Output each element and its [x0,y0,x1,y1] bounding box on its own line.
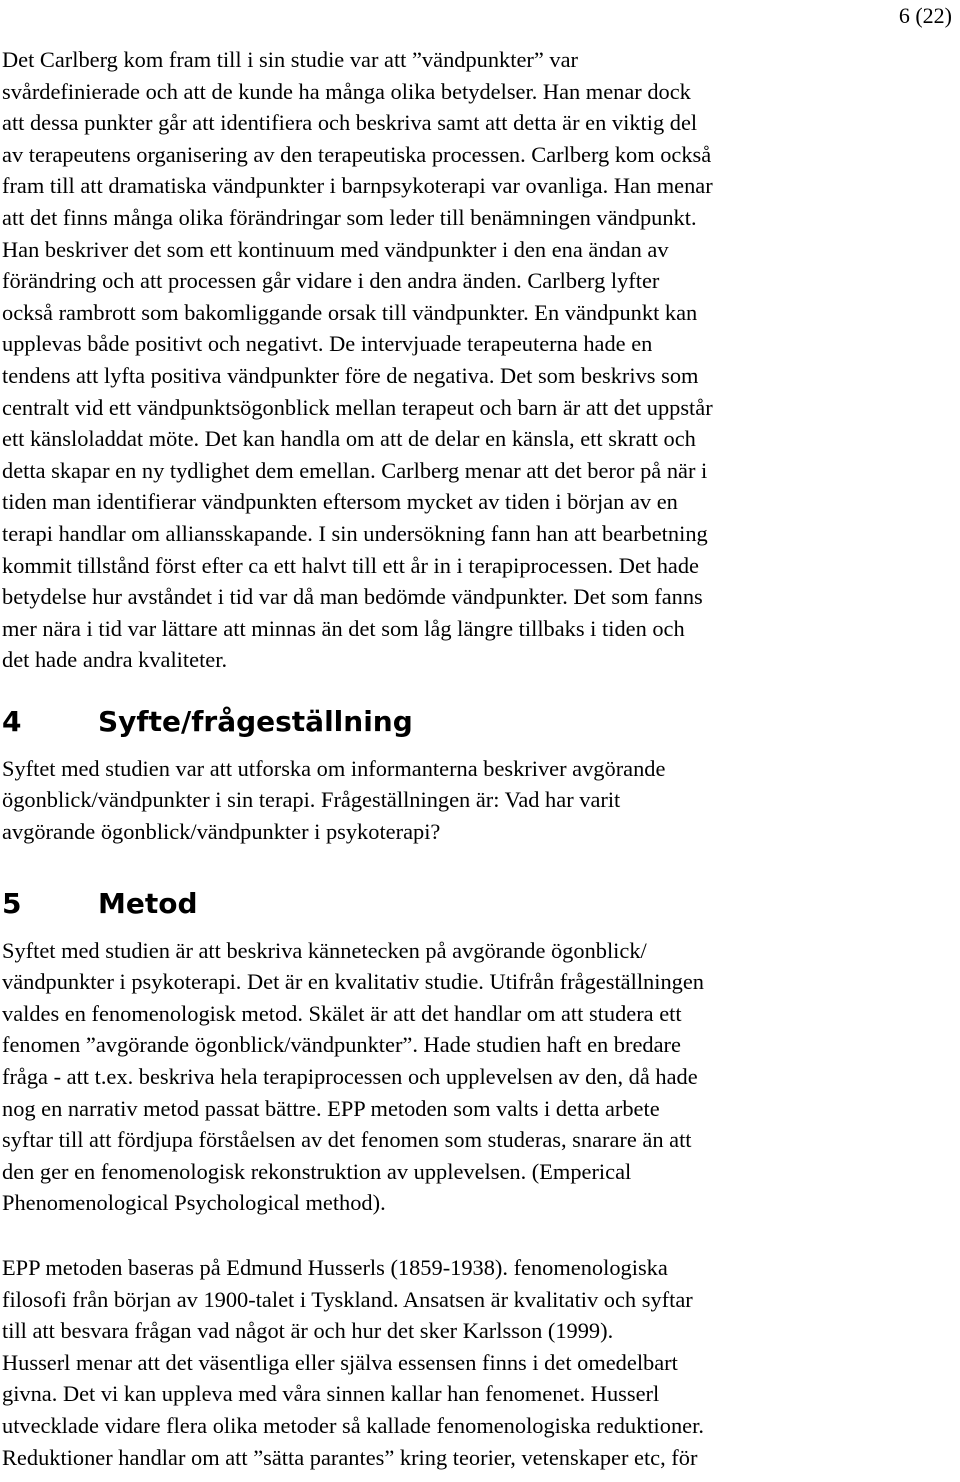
section-4-heading [2,705,952,739]
section-5-paragraph-2: EPP metoden baseras på Edmund Husserls (1859-1938). fenomenologiska filosofi från början av 1900-talet i Tyskland. Ansatsen är kvalitativ och syftar till att besvara frågan vad något är och hur det sker Karlsson (1999). Husserl menar att det väsentliga eller själva essensen finns i det omedelbart givna. Det vi kan uppleva med våra sinnen kallar han fenomenet. Husserl utvecklade vidare flera olika metoder så kallade fenomenologiska reduktioner. Reduktioner handlar om att ”sätta parantes” kring teorier, vetenskaper etc, för [2,1255,704,1470]
section-4-number: 4 [2,704,22,738]
intro-paragraph: Det Carlberg kom fram till i sin studie var att ”vändpunkter” var svårdefinierade och att de kunde ha många olika betydelser. Han menar dock att dessa punkter går att identifiera och beskriva samt att detta är en viktig del av terapeutens organisering av den terapeutiska processen. Carlberg kom också fram till att dramatiska vändpunkter i barnpsykoterapi var ovanliga. Han menar att det finns många olika förändringar som leder till benämningen vändpunkt. Han beskriver det som ett kontinuum med vändpunkter i den ena ändan av förändring och att processen går vidare i den andra änden. Carlberg lyfter också rambrott som bakomliggande orsak till vändpunkter. En vändpunkt kan upplevas både positivt och negativt. De intervjuade terapeuterna hade en tendens att lyfta positiva vändpunkter före de negativa. Det som beskrivs som centralt vid ett vändpunktsögonblick mellan terapeut och barn är att det uppstår ett känsloladdat möte. Det kan handla om att de delar en känsla, ett skratt och detta skapar en ny tydlighet dem emellan. Carlberg menar att det beror på när i tiden man identifierar vändpunkten eftersom mycket av tiden i början av en terapi handlar om alliansskapande. I sin undersökning fann han att bearbetning kommit tillstånd först efter ca ett halvt till ett år in i terapiprocessen. Det hade betydelse hur avståndet i tid var då man bedömde vändpunkter. Det som fanns mer nära i tid var lättare att minnas än det som låg längre tillbaks i tiden och det hade andra kvaliteter. [2,47,713,673]
section-5-title: Metod [98,886,198,920]
section-5-heading [2,887,952,921]
document-body [2,44,952,1473]
page-number: 6 (22) [898,3,952,28]
section-5-number: 5 [2,886,22,920]
section-5-paragraph-1: Syftet med studien är att beskriva kännetecken på avgörande ögonblick/ vändpunkter i psykoterapi. Det är en kvalitativ studie. Utifrån frågeställningen valdes en fenomenologisk metod. Skälet är att det handlar om att studera ett fenomen ”avgörande ögonblick/vändpunkter”. Hade studien haft en bredare fråga - att t.ex. beskriva hela terapiprocessen och upplevelsen av den, då hade nog en narrativ metod passat bättre. EPP metoden som valts i detta arbete syftar till att fördjupa förståelsen av det fenomen som studeras, snarare än att den ger en fenomenologisk rekonstruktion av upplevelsen. (Emperical Phenomenological Psychological method). [2,937,704,1216]
section-4-title: Syfte/frågeställning [98,704,413,738]
section-4-paragraph: Syftet med studien var att utforska om informanterna beskriver avgörande ögonblick/vändpunkter i sin terapi. Frågeställningen är: Vad har varit avgörande ögonblick/vändpunkter i psykoterapi? [2,755,666,845]
